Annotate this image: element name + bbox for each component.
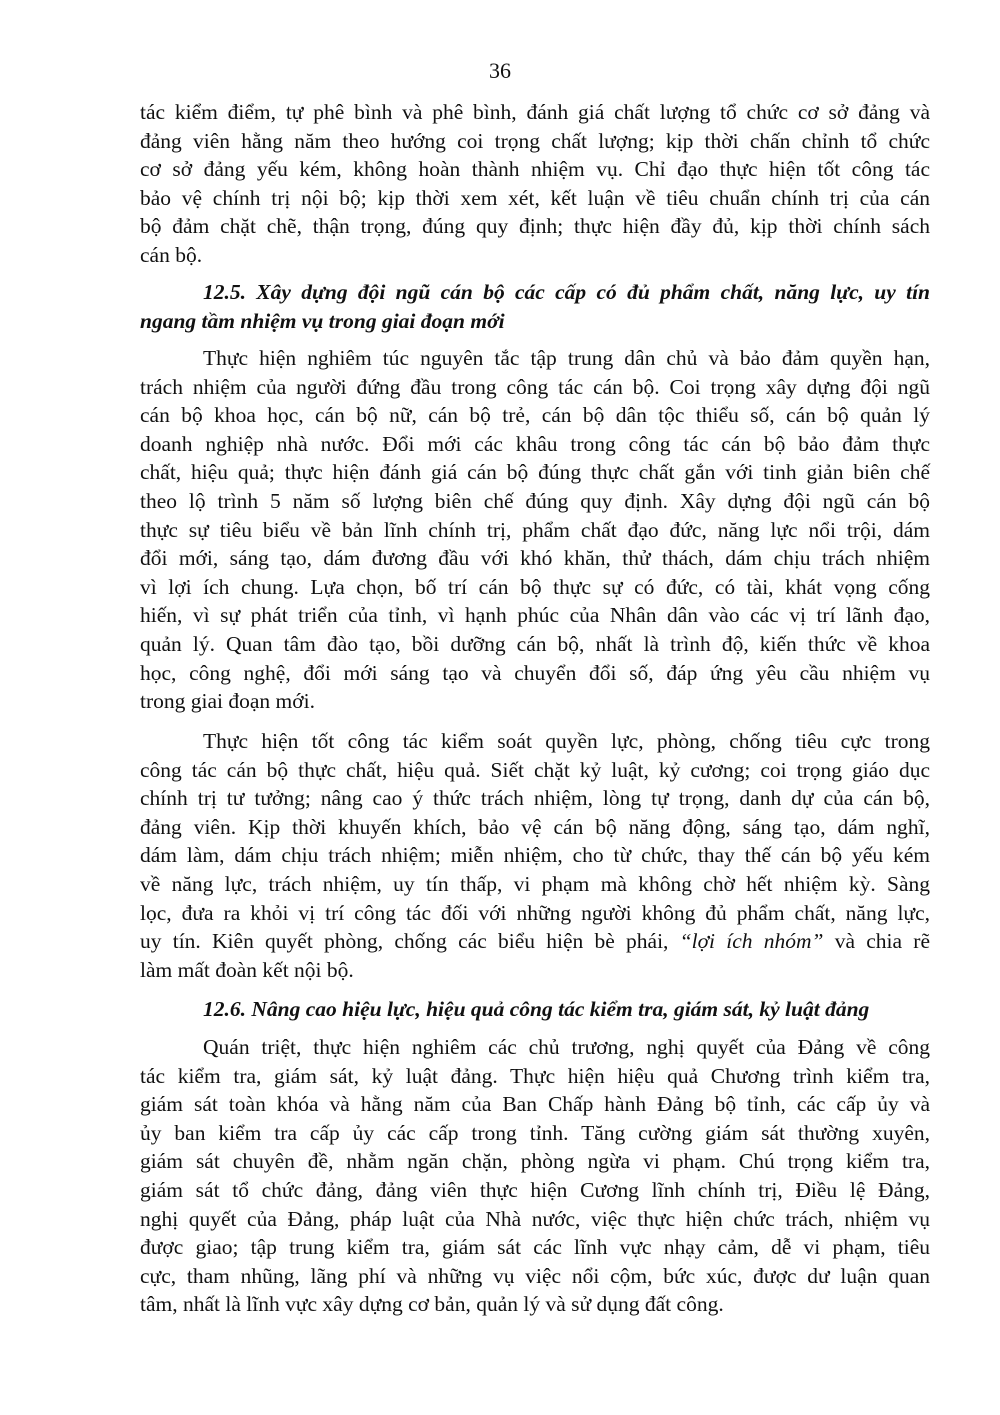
text-line: quản lý. Quan tâm đào tạo, bồi dưỡng cán bộ, nhất là trình độ, kiến thức về khoa (140, 631, 930, 656)
text-line: dám làm, dám chịu trách nhiệm; miễn nhiệm, cho từ chức, thay thế cán bộ yếu kém (140, 843, 930, 868)
section-heading (140, 995, 930, 1024)
text-line: ngang tầm nhiệm vụ trong giai đoạn mới (140, 308, 505, 333)
text-line (140, 927, 930, 956)
text-line: lọc, đưa ra khỏi vị trí công tác đối với những người không đủ phẩm chất, năng lực, (140, 900, 930, 925)
text-line: Thực hiện tốt công tác kiểm soát quyền lực, phòng, chống tiêu cực trong (203, 729, 930, 753)
text-line: giám sát chuyên đề, nhằm ngăn chặn, phòng ngừa vi phạm. Chú trọng kiểm tra, (140, 1149, 930, 1174)
text-segment: uy tín. Kiên quyết phòng, chống các biểu hiện bè phái, (140, 929, 680, 954)
text-line: đảng viên hằng năm theo hướng coi trọng chất lượng; kịp thời chấn chỉnh tổ chức (140, 128, 930, 153)
paragraph (140, 1033, 930, 1319)
text-line: đảng viên. Kịp thời khuyến khích, bảo vệ cán bộ năng động, sáng tạo, dám nghĩ, (140, 814, 930, 839)
text-line: 12.6. Nâng cao hiệu lực, hiệu quả công tác kiểm tra, giám sát, kỷ luật đảng (203, 997, 870, 1021)
text-line: làm mất đoàn kết nội bộ. (140, 957, 354, 982)
text-line: 12.5. Xây dựng đội ngũ cán bộ các cấp có đủ phẩm chất, năng lực, uy tín (203, 280, 930, 304)
text-line: bộ đảm chặt chẽ, thận trọng, đúng quy định; thực hiện đầy đủ, kịp thời chính sách (140, 214, 930, 239)
paragraph (140, 98, 930, 270)
text-line: công tác cán bộ thực chất, hiệu quả. Siết chặt kỷ luật, kỷ cương; coi trọng giáo dục (140, 757, 930, 782)
text-line: thực sự tiêu biểu về bản lĩnh chính trị, phẩm chất đạo đức, năng lực nổi trội, dám (140, 517, 930, 542)
text-line: cực, tham nhũng, lãng phí và những vụ việc nổi cộm, bức xúc, được dư luận quan (140, 1263, 930, 1288)
text-line: được giao; tập trung kiểm tra, giám sát các lĩnh vực nhạy cảm, dễ vi phạm, tiêu (140, 1235, 930, 1260)
text-line: đổi mới, sáng tạo, dám đương đầu với khó khăn, thử thách, dám chịu trách nhiệm (140, 546, 930, 571)
text-line: Quán triệt, thực hiện nghiêm các chủ trương, nghị quyết của Đảng về công (203, 1035, 930, 1059)
text-line: doanh nghiệp nhà nước. Đổi mới các khâu trong công tác cán bộ bảo đảm thực (140, 431, 930, 456)
text-line: trách nhiệm của người đứng đầu trong công tác cán bộ. Coi trọng xây dựng đội ngũ (140, 374, 930, 399)
text-line: cơ sở đảng yếu kém, không hoàn thành nhiệm vụ. Chỉ đạo thực hiện tốt công tác (140, 157, 930, 182)
text-line: trong giai đoạn mới. (140, 689, 315, 714)
text-line: vì lợi ích chung. Lựa chọn, bố trí cán bộ thực sự có đức, có tài, khát vọng cống (140, 574, 930, 599)
text-line: về năng lực, trách nhiệm, uy tín thấp, vi phạm mà không chờ hết nhiệm kỳ. Sàng (140, 871, 930, 896)
text-line: giám sát toàn khóa và hằng năm của Ban Chấp hành Đảng bộ tỉnh, các cấp ủy và (140, 1092, 930, 1117)
text-line: nghị quyết của Đảng, pháp luật của Nhà nước, việc thực hiện chức trách, nhiệm vụ (140, 1206, 930, 1231)
text-line: hiến, vì sự phát triển của tỉnh, vì hạnh phúc của Nhân dân vào các vị trí lãnh đạo, (140, 603, 930, 628)
text-line: bảo vệ chính trị nội bộ; kịp thời xem xét, kết luận về tiêu chuẩn chính trị của cán (140, 185, 930, 210)
text-line: giám sát tổ chức đảng, đảng viên thực hiện Cương lĩnh chính trị, Điều lệ Đảng, (140, 1177, 930, 1202)
text-line: Thực hiện nghiêm túc nguyên tắc tập trung dân chủ và bảo đảm quyền hạn, (203, 346, 930, 370)
text-line: ủy ban kiểm tra cấp ủy các cấp trong tỉnh. Tăng cường giám sát thường xuyên, (140, 1120, 930, 1145)
text-line: học, công nghệ, đổi mới sáng tạo và chuyển đổi số, đáp ứng yêu cầu nhiệm vụ (140, 660, 930, 685)
italic-quote: “lợi ích nhóm” (679, 929, 824, 954)
text-line: chất, hiệu quả; thực hiện đánh giá cán bộ đúng thực chất gắn với tinh giản biên chế (140, 460, 930, 485)
text-line: tâm, nhất là lĩnh vực xây dựng cơ bản, quản lý và sử dụng đất công. (140, 1292, 724, 1317)
text-line: tác kiểm tra, giám sát, kỷ luật đảng. Thực hiện hiệu quả Chương trình kiểm tra, (140, 1063, 930, 1088)
page-number: 36 (489, 58, 511, 83)
paragraph (140, 727, 930, 984)
text-line: theo lộ trình 5 năm số lượng biên chế đúng quy định. Xây dựng đội ngũ cán bộ (140, 488, 930, 513)
text-line: tác kiểm điểm, tự phê bình và phê bình, đánh giá chất lượng tổ chức cơ sở đảng và (140, 100, 930, 124)
text-line: cán bộ khoa học, cán bộ nữ, cán bộ trẻ, cán bộ dân tộc thiểu số, cán bộ quản lý (140, 403, 930, 428)
text-segment: và chia rẽ (823, 929, 930, 954)
text-line: chính trị tư tưởng; nâng cao ý thức trách nhiệm, lòng tự trọng, danh dự của cán bộ, (140, 786, 930, 811)
text-line: cán bộ. (140, 242, 203, 267)
section-heading (140, 278, 930, 335)
paragraph (140, 344, 930, 716)
